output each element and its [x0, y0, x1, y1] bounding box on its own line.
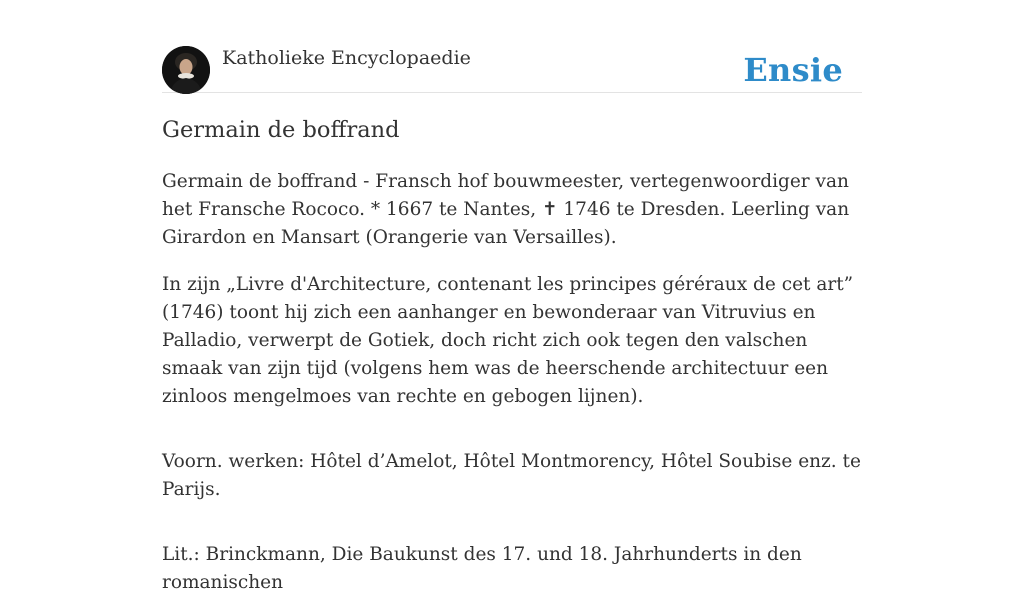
article-title: Germain de boffrand — [162, 117, 400, 143]
ensie-logo[interactable]: Ensie — [743, 51, 843, 89]
article-paragraph: Lit.: Brinckmann, Die Baukunst des 17. und 18. Jahrhunderts in den romanischen — [162, 544, 802, 593]
page-header — [162, 46, 862, 93]
source-avatar[interactable] — [162, 46, 210, 94]
article-paragraph: Voorn. werken: Hôtel d’Amelot, Hôtel Montmorency, Hôtel Soubise enz. te Parijs. — [162, 451, 861, 500]
article-body — [162, 168, 862, 616]
article-paragraph: In zijn „Livre d'Architecture, contenant les principes géréraux de cet art” (1746) toont hij zich een aanhanger en bewonderaar van Vitruvius en Palladio, verwerpt de Gotiek, doch richt zich ook tegen den valschen smaak van zijn tijd (volgens hem was de heerschende architectuur een zinloos mengelmoes van rechte en gebogen lijnen). — [162, 274, 854, 407]
portrait-icon — [162, 46, 210, 94]
article-paragraph: Germain de boffrand - Fransch hof bouwmeester, vertegenwoordiger van het Fransche Rococo. * 1667 te Nantes, ✝ 1746 te Dresden. Leerling van Girardon en Mansart (Orangerie van Versailles). — [162, 171, 850, 248]
source-name[interactable]: Katholieke Encyclopaedie — [222, 47, 471, 69]
